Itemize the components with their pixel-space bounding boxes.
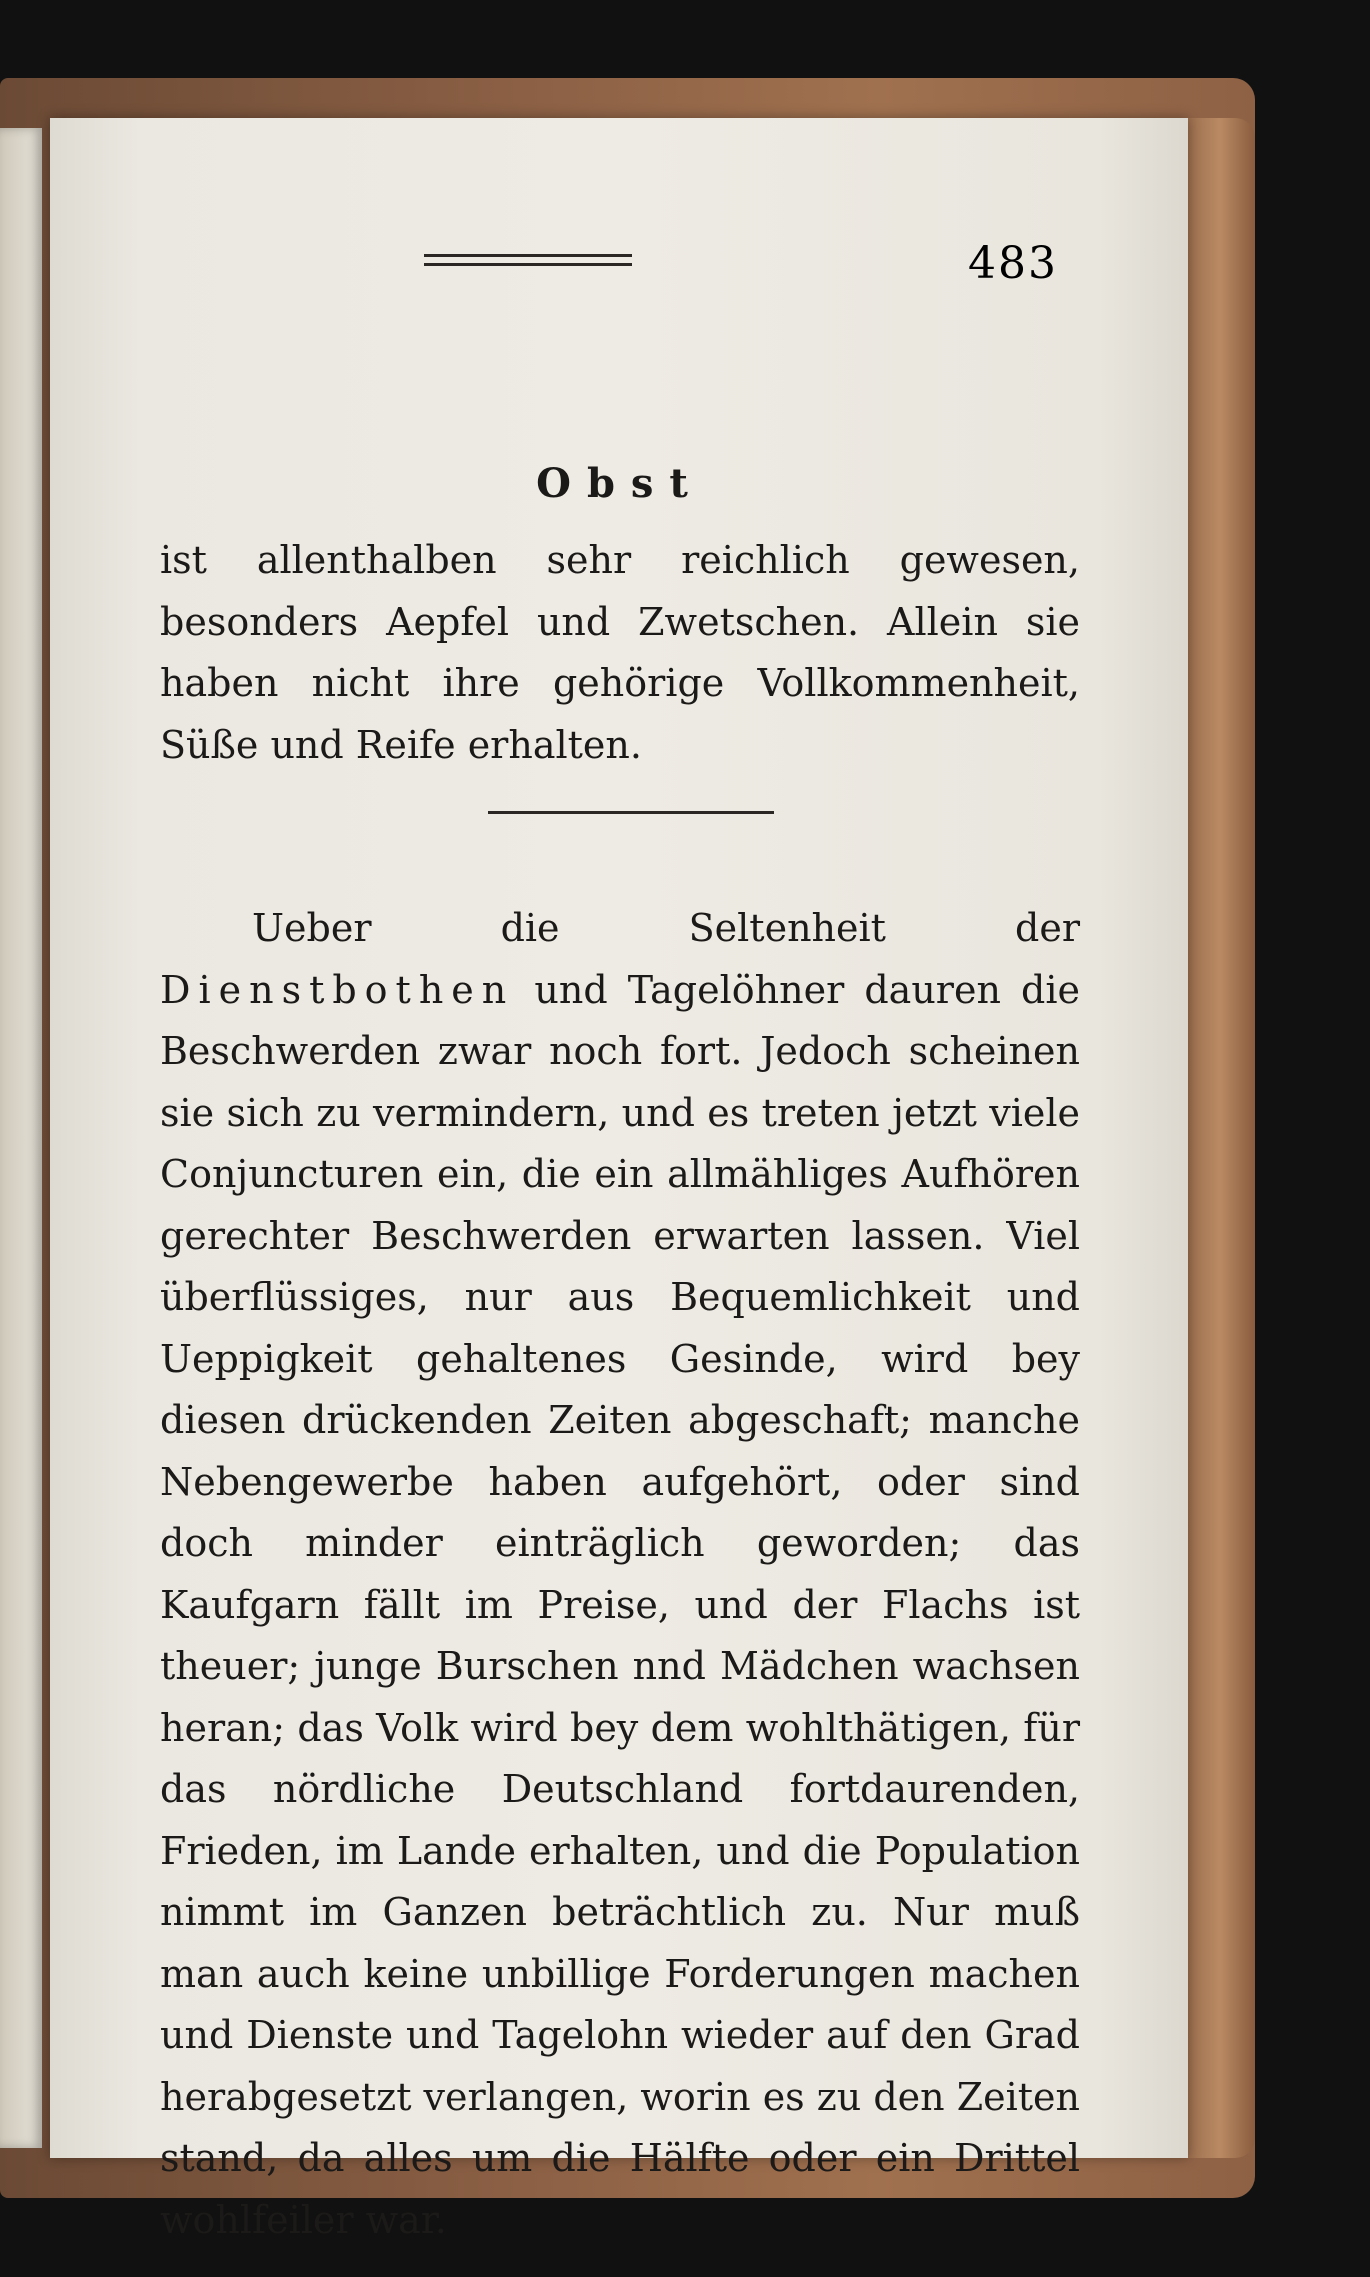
page-number: 483 bbox=[968, 238, 1058, 289]
previous-page-edge bbox=[0, 128, 42, 2148]
paragraph-2-start: Ueber die Seltenheit der bbox=[252, 906, 1080, 950]
paragraph-2 bbox=[160, 898, 1080, 2251]
header-double-rule bbox=[424, 254, 632, 266]
cover-edge bbox=[1185, 118, 1255, 2158]
section-title: Obst bbox=[536, 460, 704, 507]
book-page bbox=[50, 118, 1188, 2242]
paragraph-1: ist allenthalben sehr reichlich gewesen, besonders Aepfel und Zwetschen. Allein sie haben nicht ihre gehörige Vollkommenheit, Süße und Reife erhalten. bbox=[160, 538, 1080, 767]
paragraph-2-rest: und Tagelöhner dauren die Beschwerden zwar noch fort. Jedoch scheinen sie sich zu vermindern, und es treten jetzt viele Conjuncturen ein, die ein allmähliges Aufhören gerechter Beschwerden erwarten lassen. Viel überflüssiges, nur aus Bequemlichkeit und Ueppigkeit gehaltenes Gesinde, wird bey diesen drückenden Zeiten abgeschaft; manche Nebengewerbe haben aufgehört, oder sind doch minder einträglich geworden; das Kaufgarn fällt im Preise, und der Flachs ist theuer; junge Burschen nnd Mädchen wachsen heran; das Volk wird bey dem wohlthätigen, für das nördliche Deutschland fortdaurenden, Frieden, im Lande erhalten, und die Population nimmt im Ganzen beträchtlich zu. Nur muß man auch keine unbillige Forderungen machen und Dienste und Tagelohn wieder auf den Grad herabgesetzt verlangen, worin es zu den Zeiten stand, da alles um die Hälfte oder ein Drittel wohlfeiler war. bbox=[160, 967, 1080, 2242]
paragraph-2-emphasis: Dienstbothen bbox=[160, 967, 515, 1012]
section-divider bbox=[488, 811, 774, 814]
